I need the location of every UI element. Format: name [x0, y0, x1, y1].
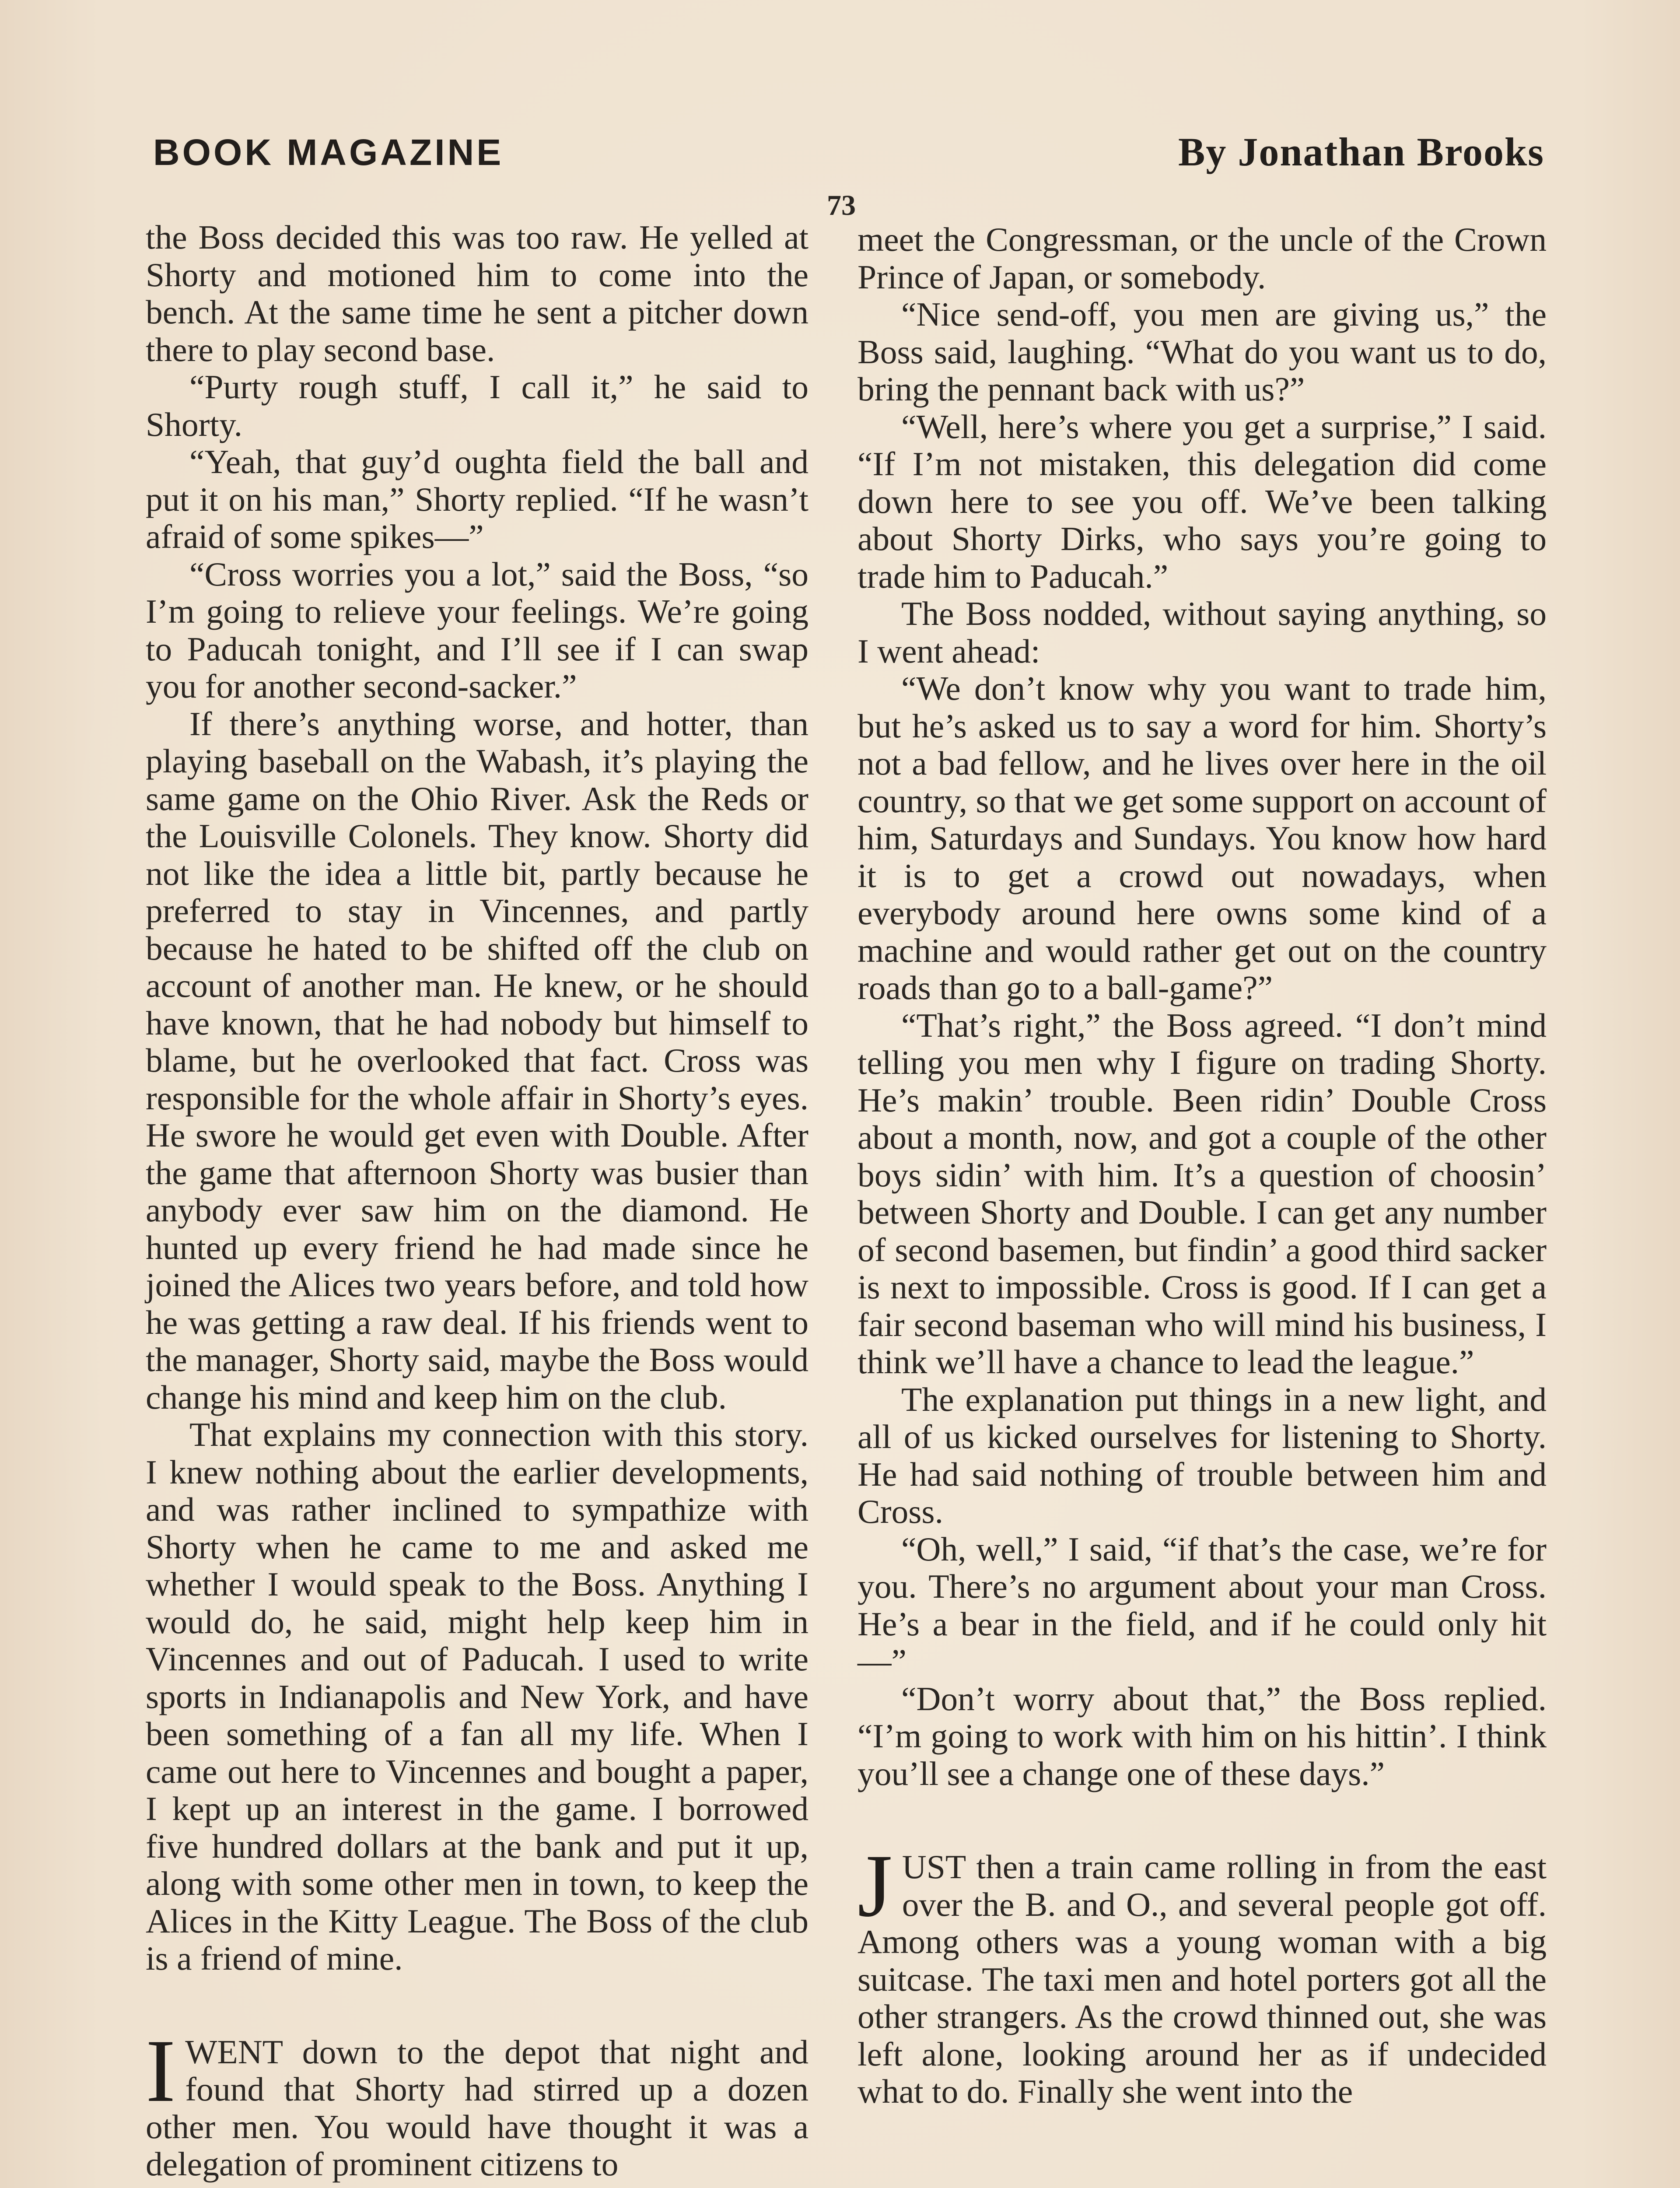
paragraph [858, 221, 1547, 296]
paragraph-text: If there’s anything worse, and hotter, than playing baseball on the Wabash, it’s playing the same game on the Ohio River. Ask the Reds or the Louisville Colonels. They know. Shorty did not like the idea a little bit, partly because he preferred to stay in Vincennes, and partly because he hated to be shifted off the club on account of another man. He knew, or he should have known, that he had nobody but himself to blame, but he overlooked that fact. Cross was responsible for the whole affair in Shorty’s eyes. He swore he would get even with Double. After the game that afternoon Shorty was busier than anybody ever saw him on the diamond. He hunted up every friend he had made since he joined the Alices two years before, and told how he was getting a raw deal. If his friends went to the manager, Shorty said, maybe the Boss would change his mind and keep him on the club. [146, 705, 808, 1416]
paragraph [858, 1531, 1547, 1680]
paragraph [858, 1381, 1547, 1531]
paragraph-text: “We don’t know why you want to trade him, but he’s asked us to say a word for him. Shorty’s not a bad fellow, and he lives over here in the oil country, so that we get some support on account of him, Saturdays and Sundays. You know how hard it is to get a crowd out nowadays, when everybody around here owns some kind of a machine and would rather get out on the country roads than go to a ball-game?” [858, 670, 1547, 1006]
paragraph [146, 219, 808, 368]
drop-cap: J [858, 1836, 892, 1936]
paragraph [146, 2021, 808, 2183]
paragraph [858, 1007, 1547, 1381]
paragraph [146, 556, 808, 705]
paragraph-text: That explains my connection with this story. I knew nothing about the earlier developments, and was rather inclined to sympathize with Shorty when he came to me and asked me whether I would speak to the Boss. Anything I would do, he said, might help keep him in Vincennes and out of Paducah. I used to write sports in Indianapolis and New York, and have been something of a fan all my life. When I came out here to Vincennes and bought a paper, I kept up an interest in the game. I borrowed five hundred dollars at the bank and put it up, along with some other men in town, to keep the Alices in the Kitty League. The Boss of the club is a friend of mine. [146, 1416, 808, 1977]
right-text-column [858, 221, 1547, 2111]
paragraph [858, 1836, 1547, 2111]
page-number: 73 [827, 189, 856, 221]
paragraph-text: meet the Congressman, or the uncle of the Crown Prince of Japan, or somebody. [858, 221, 1547, 296]
paragraph [858, 595, 1547, 670]
paragraph [146, 1416, 808, 1978]
paragraph-text: The Boss nodded, without saying anything, so I went ahead: [858, 595, 1547, 670]
paragraph-text: “Yeah, that guy’d oughta field the ball and put it on his man,” Shorty replied. “If he wasn’t afraid of some spikes—” [146, 443, 808, 555]
paragraph-text: “That’s right,” the Boss agreed. “I don’t mind telling you men why I figure on trading Shorty. He’s makin’ trouble. Been ridin’ Double Cross about a month, now, and got a couple of the other boys sidin’ with him. It’s a question of choosin’ between Shorty and Double. I can get any number of second basemen, but findin’ a good third sacker is next to impossible. Cross is good. If I can get a fair second baseman who will mind his business, I think we’ll have a chance to lead the league.” [858, 1006, 1547, 1381]
paragraph-text: “Oh, well,” I said, “if that’s the case, we’re for you. There’s no argument about your man Cross. He’s a bear in the field, and if he could only hit—” [858, 1530, 1547, 1680]
paragraph-text: “Cross worries you a lot,” said the Boss, “so I’m going to relieve your feelings. We’re going to Paducah tonight, and I’ll see if I can swap you for another second-sacker.” [146, 555, 808, 705]
paragraph-text: “Don’t worry about that,” the Boss replied. “I’m going to work with him on his hittin’. I think you’ll see a change one of these days.” [858, 1680, 1547, 1792]
paragraph [858, 670, 1547, 1007]
paragraph [858, 408, 1547, 596]
paragraph [146, 443, 808, 556]
paragraph-text: UST then a train came rolling in from the east over the B. and O., and several people got off. Among others was a young woman with a big suitcase. The taxi men and hotel porters got all the other strangers. As the crowd thinned out, she was left alone, looking around her as if undecided what to do. Finally she went into the [858, 1848, 1547, 2110]
paragraph-text: WENT down to the depot that night and found that Shorty had stirred up a dozen other men. You would have thought it was a delegation of prominent citizens to [146, 2033, 808, 2183]
magazine-title: BOOK MAGAZINE [153, 132, 504, 173]
paragraph [858, 296, 1547, 408]
running-head [153, 131, 1544, 179]
paragraph [146, 368, 808, 443]
paragraph-text: “Nice send-off, you men are giving us,” the Boss said, laughing. “What do you want us to do, bring the pennant back with us?” [858, 295, 1547, 408]
paragraph [858, 1680, 1547, 1793]
paragraph [146, 705, 808, 1417]
left-text-column [146, 219, 808, 2183]
paragraph-text: The explanation put things in a new light, and all of us kicked ourselves for listening to Shorty. He had said nothing of trouble between him and Cross. [858, 1380, 1547, 1530]
paragraph-text: the Boss decided this was too raw. He yelled at Shorty and motioned him to come into the bench. At the same time he sent a pitcher down there to play second base. [146, 218, 808, 368]
paragraph-text: “Purty rough stuff, I call it,” he said to Shorty. [146, 368, 808, 443]
paragraph-text: “Well, here’s where you get a surprise,” I said. “If I’m not mistaken, this delegation did come down here to see you off. We’ve been talking about Shorty Dirks, who says you’re going to trade him to Paducah.” [858, 407, 1547, 595]
author-byline: By Jonathan Brooks [1178, 130, 1544, 174]
drop-cap: I [146, 2021, 176, 2121]
